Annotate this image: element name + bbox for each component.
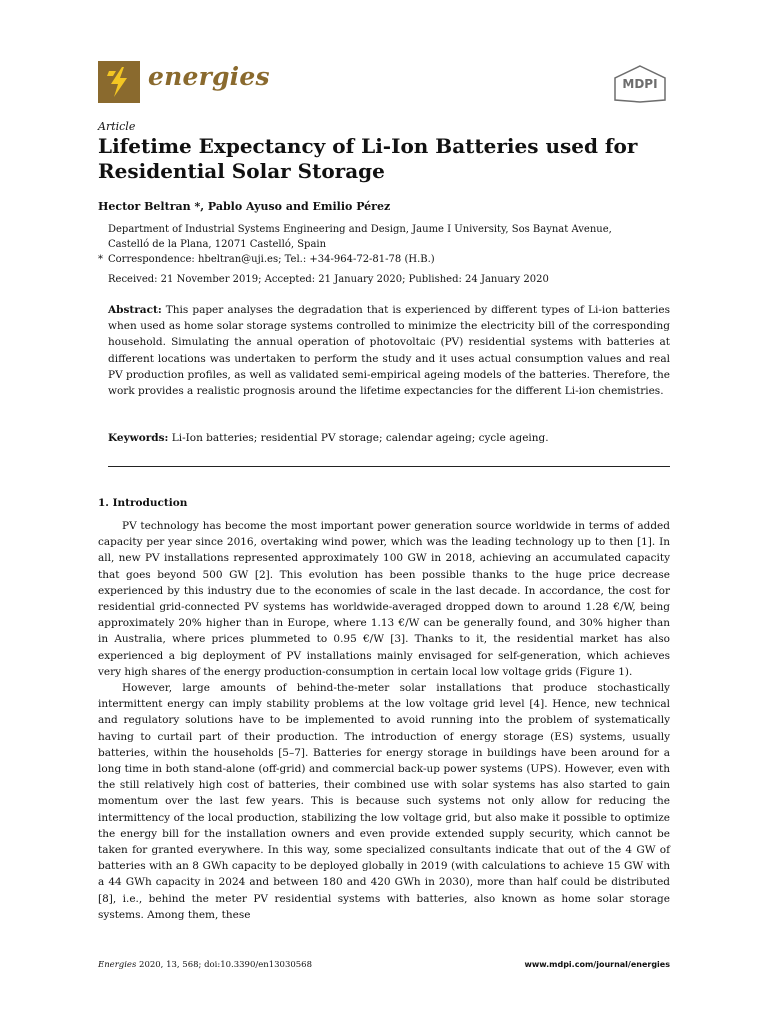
correspondence-row bbox=[98, 252, 668, 267]
body-text bbox=[98, 518, 670, 923]
mdpi-hexagon-icon bbox=[610, 64, 670, 104]
affiliation-line: Castelló de la Plana, 12071 Castelló, Spain bbox=[108, 239, 327, 250]
abstract bbox=[108, 302, 670, 399]
journal-header bbox=[98, 60, 670, 104]
footer-journal: Energies bbox=[98, 960, 137, 970]
paragraph: PV technology has become the most important power generation source worldwide in terms of added capacity per year since 2016, overtaking wind power, which was the leading technology up to then [1]. In all, new PV installations represented approximately 100 GW in 2018, achieving an accumulated capacity that goes beyond 500 GW [2]. This evolution has been possible thanks to the huge price decrease experienced by this industry due to the economies of scale in the last decade. In accordance, the cost for residential grid-connected PV systems has worldwide-averaged dropped down to around 1.28 €/W, being approximately 20% higher than in Europe, where 1.13 €/W can be generally found, and 30% higher than in Australia, where prices plummeted to 0.95 €/W [3]. Thanks to it, the residential market has also experienced a big deployment of PV installations mainly envisaged for self-generation, which achieves very high shares of the energy production-consumption in certain local low voltage grids (Figure 1). bbox=[98, 520, 670, 678]
abstract-label: Abstract: bbox=[108, 304, 162, 316]
publication-dates: Received: 21 November 2019; Accepted: 21 January 2020; Published: 24 January 2020 bbox=[108, 274, 549, 285]
journal-logo bbox=[98, 61, 140, 103]
lightning-icon bbox=[98, 61, 140, 103]
affiliation-line: Department of Industrial Systems Engineering and Design, Jaume I University, Sos Baynat Avenue, bbox=[108, 224, 612, 235]
correspondence-text: Correspondence: hbeltran@uji.es; Tel.: +34-964-72-81-78 (H.B.) bbox=[108, 254, 435, 265]
affiliation-block bbox=[98, 222, 668, 267]
citation bbox=[98, 960, 312, 970]
section-divider bbox=[108, 466, 670, 467]
abstract-text: This paper analyses the degradation that is experienced by different types of Li-ion batteries when used as home solar storage systems controlled to minimize the electricity bill of the corresponding household. Simulating the annual operation of photovoltaic (PV) residential systems with batteries at different locations was undertaken to perform the study and it uses actual consumption values and real PV production profiles, as well as validated semi-empirical ageing models of the batteries. Therefore, the work provides a realistic prognosis around the lifetime expectancies for the different Li-ion chemistries. bbox=[108, 304, 670, 398]
paragraph: However, large amounts of behind-the-meter solar installations that produce stochastically intermittent energy can imply stability problems at the low voltage grid level [4]. Hence, new technical and regulatory solutions have to be implemented to avoid running into the problem of systematically having to curtail part of their production. The introduction of energy storage (ES) systems, usually batteries, within the households [5–7]. Batteries for energy storage in buildings have been around for a long time in both stand-alone (off-grid) and commercial back-up power systems (UPS). However, even with the still relatively high cost of batteries, their combined use with solar systems has also started to gain momentum over the last few years. This is because such systems not only allow for reducing the intermittency of the local production, stabilizing the low voltage grid, but also make it possible to optimize the energy bill for the installation owners and even provide extended supply security, which cannot be taken for granted everywhere. In this way, some specialized consultants indicate that out of the 4 GW of batteries with an 8 GWh capacity to be deployed globally in 2019 (with calculations to achieve 15 GW with a 44 GWh capacity in 2024 and between 180 and 420 GWh in 2030), more than half could be distributed [8], i.e., behind the meter PV residential systems with batteries, also known as home solar storage systems. Among them, these bbox=[98, 682, 670, 921]
keywords-label: Keywords: bbox=[108, 432, 169, 444]
keywords-text: Li-Ion batteries; residential PV storage; calendar ageing; cycle ageing. bbox=[171, 432, 549, 444]
publisher-logo bbox=[610, 64, 670, 104]
footer-citation: 2020, 13, 568; doi:10.3390/en13030568 bbox=[139, 960, 312, 970]
journal-name: energies bbox=[148, 62, 270, 91]
author-list: Hector Beltran *, Pablo Ayuso and Emilio Pérez bbox=[98, 200, 391, 213]
article-type: Article bbox=[98, 120, 136, 133]
keywords bbox=[108, 432, 670, 444]
journal-url[interactable]: www.mdpi.com/journal/energies bbox=[524, 960, 670, 969]
article-title: Lifetime Expectancy of Li-Ion Batteries used for Residential Solar Storage bbox=[98, 134, 638, 183]
publisher-name: MDPI bbox=[622, 77, 658, 91]
section-heading: 1. Introduction bbox=[98, 497, 188, 509]
correspondence-marker: * bbox=[98, 254, 103, 265]
